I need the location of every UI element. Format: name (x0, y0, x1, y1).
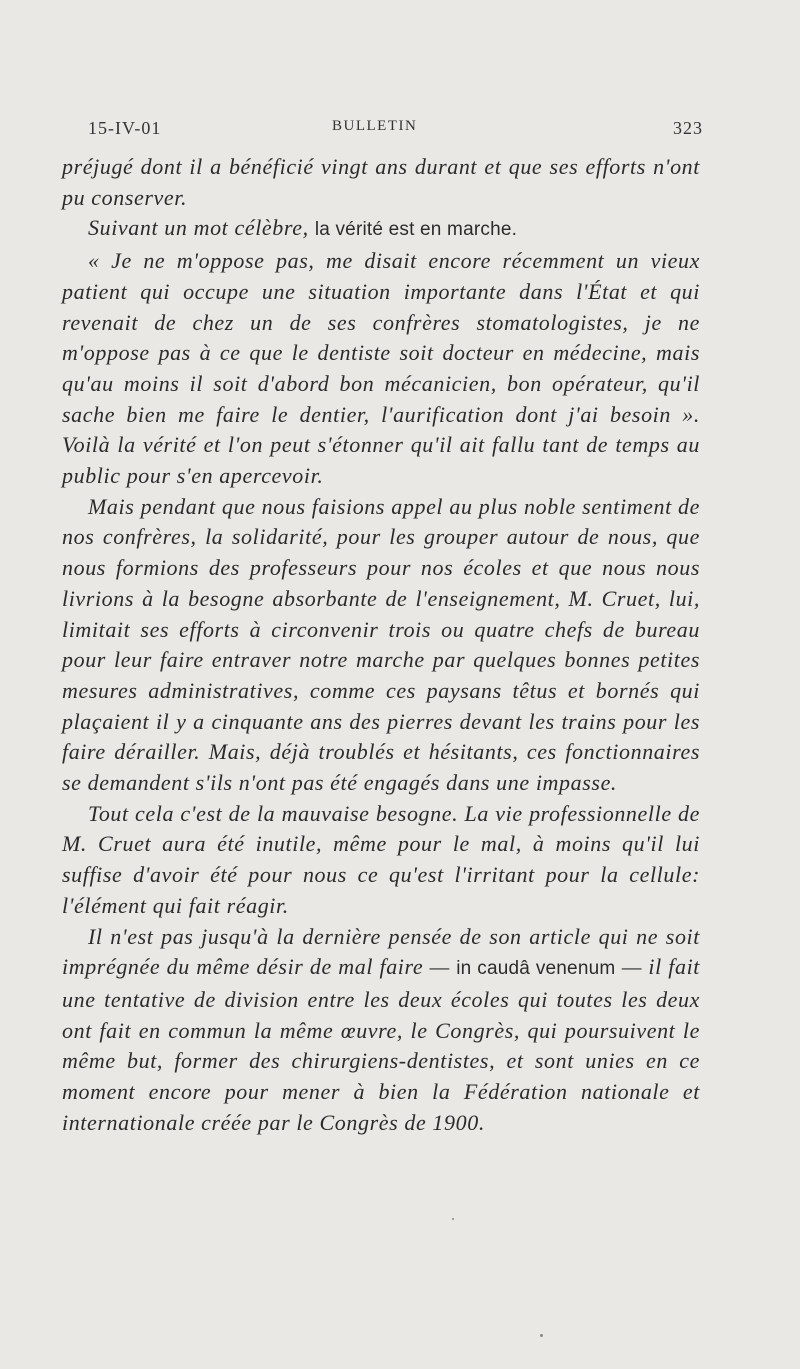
text-segment: Suivant un mot célèbre, (88, 215, 315, 241)
roman-text-segment: la vérité est en marche. (314, 219, 518, 241)
text-segment: — il fait une tentative de division entre les deux écoles qui toutes les deux ont fait en commun la même œuvre, le Congrès, qui poursuivent le même but, former des chirurgiens-dentistes, et sont unies en ce moment encore pour mener à bien la Fédération nationale et internationale créée par le Congrès de 1900. (62, 954, 700, 1135)
text-segment: « Je ne m'oppose pas, me disait encore récemment un vieux patient qui occupe une situation importante dans l'État et qui revenait de chez un de ses confrères stomatologistes, je ne m'oppose pas à ce que le dentiste soit docteur en médecine, mais qu'au moins il soit d'abord bon mécanicien, bon opérateur, qu'il sache bien me faire le dentier, l'aurification dont j'ai besoin ». Voilà la vérité et l'on peut s'étonner qu'il ait fallu tant de temps au public pour s'en apercevoir. (62, 248, 700, 489)
text-segment: Mais pendant que nous faisions appel au plus noble sentiment de nos confrères, la solidarité, pour les grouper autour de nous, que nous formions des professeurs pour nos écoles et que nous nous livrions à la besogne absorbante de l'enseignement, M. Cruet, lui, limitait ses efforts à circonvenir trois ou quatre chefs de bureau pour leur faire entraver notre marche par quelques bonnes petites mesures administratives, comme ces paysans têtus et bornés qui plaçaient il y a cinquante ans des pierres devant les trains pour les faire dérailler. Mais, déjà troublés et hésitants, ces fonctionnaires se demandent s'ils n'ont pas été engagés dans une impasse. (62, 493, 700, 796)
text-segment: Tout cela c'est de la mauvaise besogne. La vie professionnelle de M. Cruet aura été inutile, même pour le mal, à moins qu'il lui suffise d'avoir été pour nous ce qu'est l'irritant pour la cellule: l'élément qui fait réagir. (62, 800, 700, 918)
text-segment: Il n'est pas jusqu'à la dernière pensée de son article qui ne soit imprégnée du même désir de mal faire — (62, 923, 700, 980)
print-speck (452, 1218, 454, 1220)
paragraph-p3 (62, 246, 700, 492)
paragraph-p6 (62, 922, 700, 1139)
paragraph-p4 (62, 492, 700, 799)
paragraph-p1 (62, 152, 700, 213)
page-number: 323 (673, 118, 703, 138)
body-text (62, 152, 700, 1139)
running-header (88, 118, 703, 148)
paragraph-p5 (62, 799, 700, 922)
paragraph-p2 (62, 213, 700, 246)
header-title: BULLETIN (332, 118, 418, 134)
roman-text-segment: in caudâ venenum (456, 958, 616, 980)
text-segment: préjugé dont il a bénéficié vingt ans durant et que ses efforts n'ont pu conserver. (62, 154, 700, 210)
header-date: 15-IV-01 (88, 118, 162, 138)
print-speck (540, 1334, 543, 1337)
